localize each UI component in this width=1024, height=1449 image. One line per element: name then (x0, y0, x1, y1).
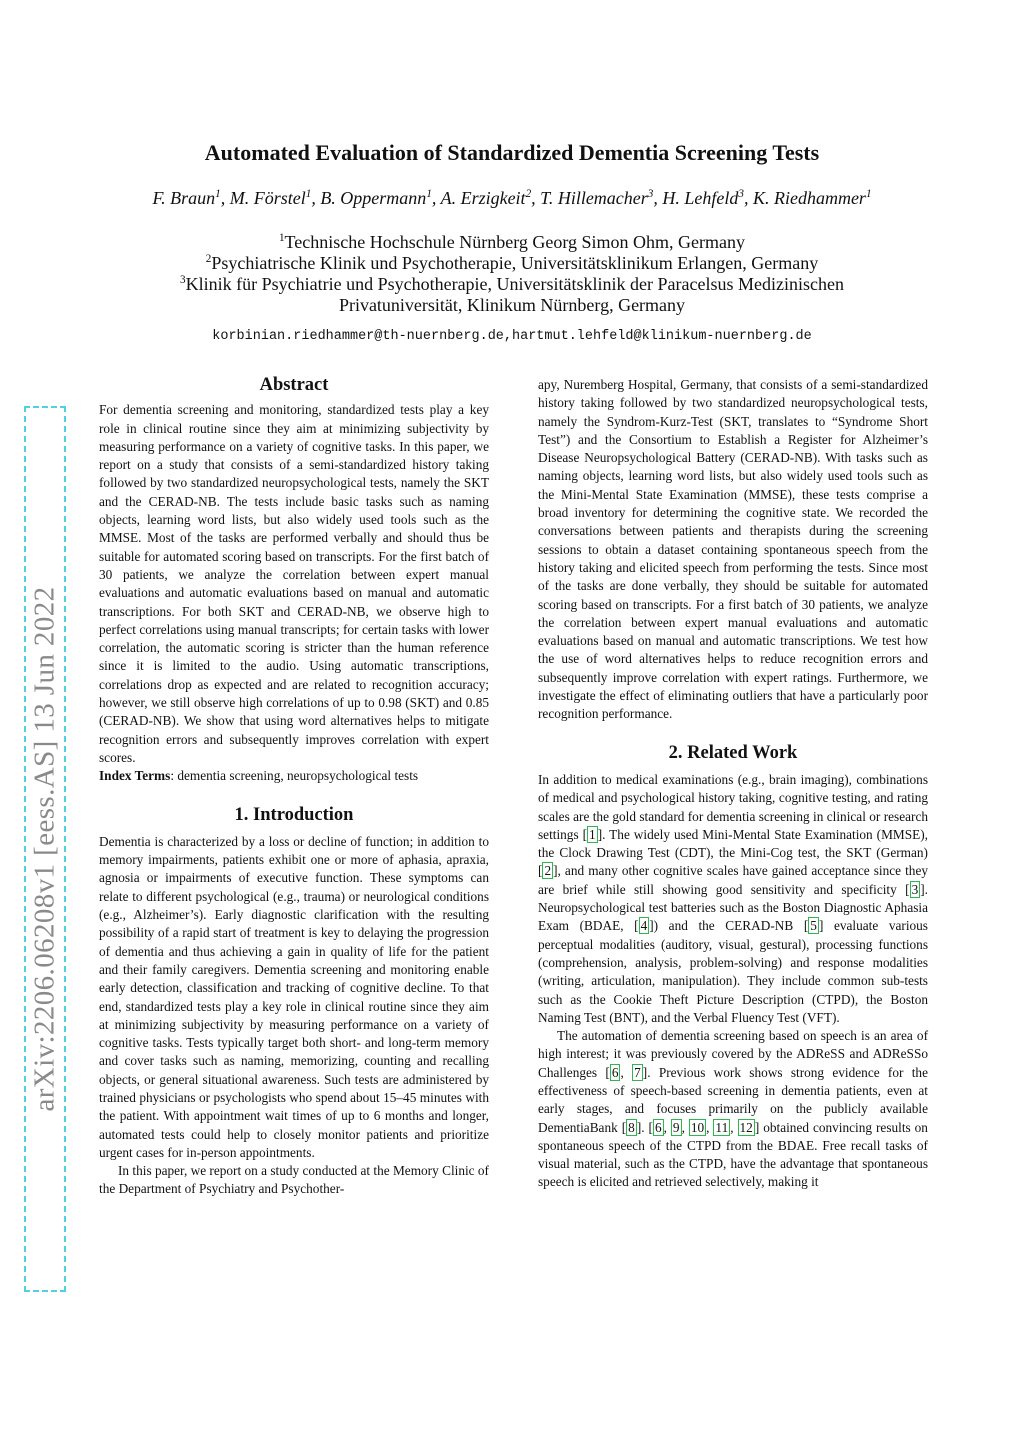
intro-paragraph: Dementia is characterized by a loss or decline of function; in addition to memory impairments, patients exhibit one or more of aphasia, apraxia, agnosia or impairments of executive function. These symptoms can relate to different psychological (e.g., trauma) or neurological conditions (e.g., Alzheimer’s). Early diagnostic clarification with the resulting possibility of a rapid start of treatment is key to delaying the progression of dementia and thus achieving a gain in quality of life for the patient and their family caregivers. Dementia screening and monitoring enable early detection, classification and tracking of cognitive decline. To that end, standardized tests play a key role in clinical routine since they aim at minimizing subjectivity by measuring performance on a variety of cognitive tasks. Tests typically target both short- and long-term memory and cover tasks such as naming, memorizing, counting and recalling objects, or general situational awareness. Such tests are administered by trained physicians or psychologists who spend about 15–45 minutes with the patient. With appointment wait times of up to 6 months and longer, automated tests could help to closely monitor patients and prioritize urgent cases for in-person appointments. (99, 833, 489, 1160)
related-work-paragraph: In addition to medical examinations (e.g., brain imaging), combinations of medical and psychological history taking, cognitive testing, and rating scales are the gold standard for dementia screening in clinical or research settings [ 1 ]. The widely used Mini-Mental State Examination (MMSE), the Clock Drawing Test (CDT), the Mini-Cog test, the SKT (German) [ 2 ], and many other cognitive scales have gained acceptance since they are brief while still showing good sensitivity and specificity [ 3 ]. Neuropsychological test batteries such as the Boston Diagnostic Aphasia Exam (BDAE, [ 4 ]) and the CERAD-NB [ 5 ] evaluate various perceptual modalities (auditory, visual, gestural), processing functions (comprehension, analysis, problem-solving) and response modalities (writing, articulation, manipulation). They include common sub-tests such as the Cookie Theft Picture Description (CTPD), the Boston Naming Test (BNT), and the Verbal Fluency Test (VFT). (538, 771, 928, 1025)
citation-link[interactable]: 3 (911, 881, 919, 897)
author: A. Erzigkeit$^2$ (440, 188, 532, 208)
citation-link[interactable]: 9 (672, 1119, 680, 1135)
citation-link[interactable]: 6 (611, 1064, 619, 1080)
affiliation: $^2$Psychiatrische Klinik und Psychotherapie, Universitätsklinikum Erlangen, Germany (205, 253, 819, 273)
affiliation: $^1$Technische Hochschule Nürnberg Georg Simon Ohm, Germany (278, 232, 746, 252)
citation-link[interactable]: 6 (654, 1119, 662, 1135)
left-column (99, 376, 489, 1199)
author: M. Förstel$^1$ (229, 188, 312, 208)
citation-link[interactable]: 1 (589, 826, 596, 842)
author: B. Oppermann$^1$ (320, 188, 432, 208)
index-terms-text: : dementia screening, neuropsychological tests (170, 768, 419, 784)
author-list: F. Braun$^1$, M. Förstel$^1$, B. Oppermann$^1$, A. Erzigkeit$^2$, T. Hillemacher$^3$, H. Lehfeld$^3$, K. Riedhammer$^1$ (152, 188, 872, 208)
arxiv-id: arXiv:2206.06208v1 [eess.AS] 13 Jun 2022 (28, 586, 61, 1112)
index-terms-label: Index Terms (99, 768, 171, 784)
arxiv-stamp[interactable] (24, 406, 66, 1292)
author: F. Braun$^1$ (152, 188, 221, 208)
paper-title: Automated Evaluation of Standardized Dementia Screening Tests (204, 140, 820, 165)
citation-link[interactable]: 8 (628, 1119, 635, 1135)
citation-link[interactable]: 11 (715, 1119, 729, 1135)
affiliation-list (0, 232, 1024, 316)
index-terms (99, 767, 489, 785)
author: T. Hillemacher$^3$ (540, 188, 654, 208)
right-column (538, 376, 928, 1192)
author: K. Riedhammer$^1$ (752, 188, 872, 208)
abstract-heading: Abstract (259, 375, 329, 395)
affiliation: Privatuniversität, Klinikum Nürnberg, Germany (338, 295, 686, 315)
citation-link[interactable]: 2 (544, 863, 552, 879)
section-heading-related-work: 2. Related Work (668, 742, 798, 763)
affiliation: $^3$Klinik für Psychiatrie und Psychotherapie, Universitätsklinik der Paracelsus Medizinischen (180, 274, 844, 294)
citation-link[interactable]: 10 (690, 1119, 705, 1135)
section-heading-introduction: 1. Introduction (234, 804, 354, 825)
related-work-paragraph: The automation of dementia screening based on speech is an area of high interest; it was previously covered by the ADReSS and ADReSSo Challenges [ 6 , 7 ]. Previous work shows strong evidence for the effectiveness of speech-based screening in dementia patients, even at early stages, and focuses primarily on the publicly available DementiaBank [ 8 ]. [ 6 , 9 , 10 , 11 , 12 ] obtained convincing results on spontaneous speech of the CTPD from the BDAE. Free recall tasks of visual material, such as the CTPD, have the advantage that spontaneous speech is elicited and retrieved selectively, making it (538, 1028, 928, 1190)
citation-link[interactable]: 4 (640, 918, 648, 934)
abstract-text: For dementia screening and monitoring, standardized tests play a key role in clinical routine since they aim at minimizing subjectivity by measuring performance on a variety of cognitive tasks. In this paper, we report on a study that consists of a semi-standardized history taking followed by two standardized neuropsychological tests, namely the SKT and the CERAD-NB. The tests include basic tasks such as naming objects, learning word lists, but also widely used tools such as the MMSE. Most of the tasks are performed verbally and should thus be suitable for automated scoring based on transcripts. For the first batch of 30 patients, we analyze the correlation between expert manual evaluations and automatic evaluations based on manual and automatic transcriptions. For both SKT and CERAD-NB, we observe high to perfect correlations using manual transcripts; for certain tasks with lower correlation, the automatic scoring is stricter than the human reference since it is limited to the audio. Using automatic transcriptions, correlations drop as expected and are related to recognition accuracy; however, we still observe high correlations of up to 0.98 (SKT) and 0.85 (CERAD-NB). We show that using word alternatives helps to mitigate recognition errors and subsequently improves correlation with expert scores. (99, 402, 489, 765)
citation-link[interactable]: 5 (810, 918, 817, 934)
intro-paragraph: In this paper, we report on a study conducted at the Memory Clinic of the Department of Psychiatry and Psychother- (99, 1163, 489, 1197)
author: H. Lehfeld$^3$ (662, 188, 744, 208)
citation-link[interactable]: 7 (634, 1064, 641, 1080)
intro-continuation: apy, Nuremberg Hospital, Germany, that consists of a semi-standardized history taking followed by two standardized neuropsychological tests, namely the Syndrom-Kurz-Test (SKT, translates to “Syndrome Short Test”) and the Consortium to Establish a Register for Alzheimer’s Disease Neuropsychological Battery (CERAD-NB). With tasks such as naming objects, learning word lists, but also widely used tools such as the Mini-Mental State Examination (MMSE), these tests comprise a broad inventory for determining the cognitive state. We recorded the conversations between patients and therapists during the screening sessions to obtain a dataset containing spontaneous speech from the history taking and elicited speech from performing the tests. Since most of the tasks are done verbally, they should be suitable for automated scoring based on transcripts. For a first batch of 30 patients, we analyze the correlation between expert manual evaluations and automatic evaluations based on manual and automatic transcriptions. We test how the use of word alternatives helps to reduce recognition errors and subsequently improve correlation with expert ratings. Furthermore, we investigate the effect of eliminating outliers that have a particularly poor recognition performance. (538, 377, 928, 722)
contact-emails[interactable]: korbinian.riedhammer@th-nuernberg.de,hartmut.lehfeld@klinikum-nuernberg.de (212, 329, 812, 344)
citation-link[interactable]: 12 (739, 1119, 753, 1135)
